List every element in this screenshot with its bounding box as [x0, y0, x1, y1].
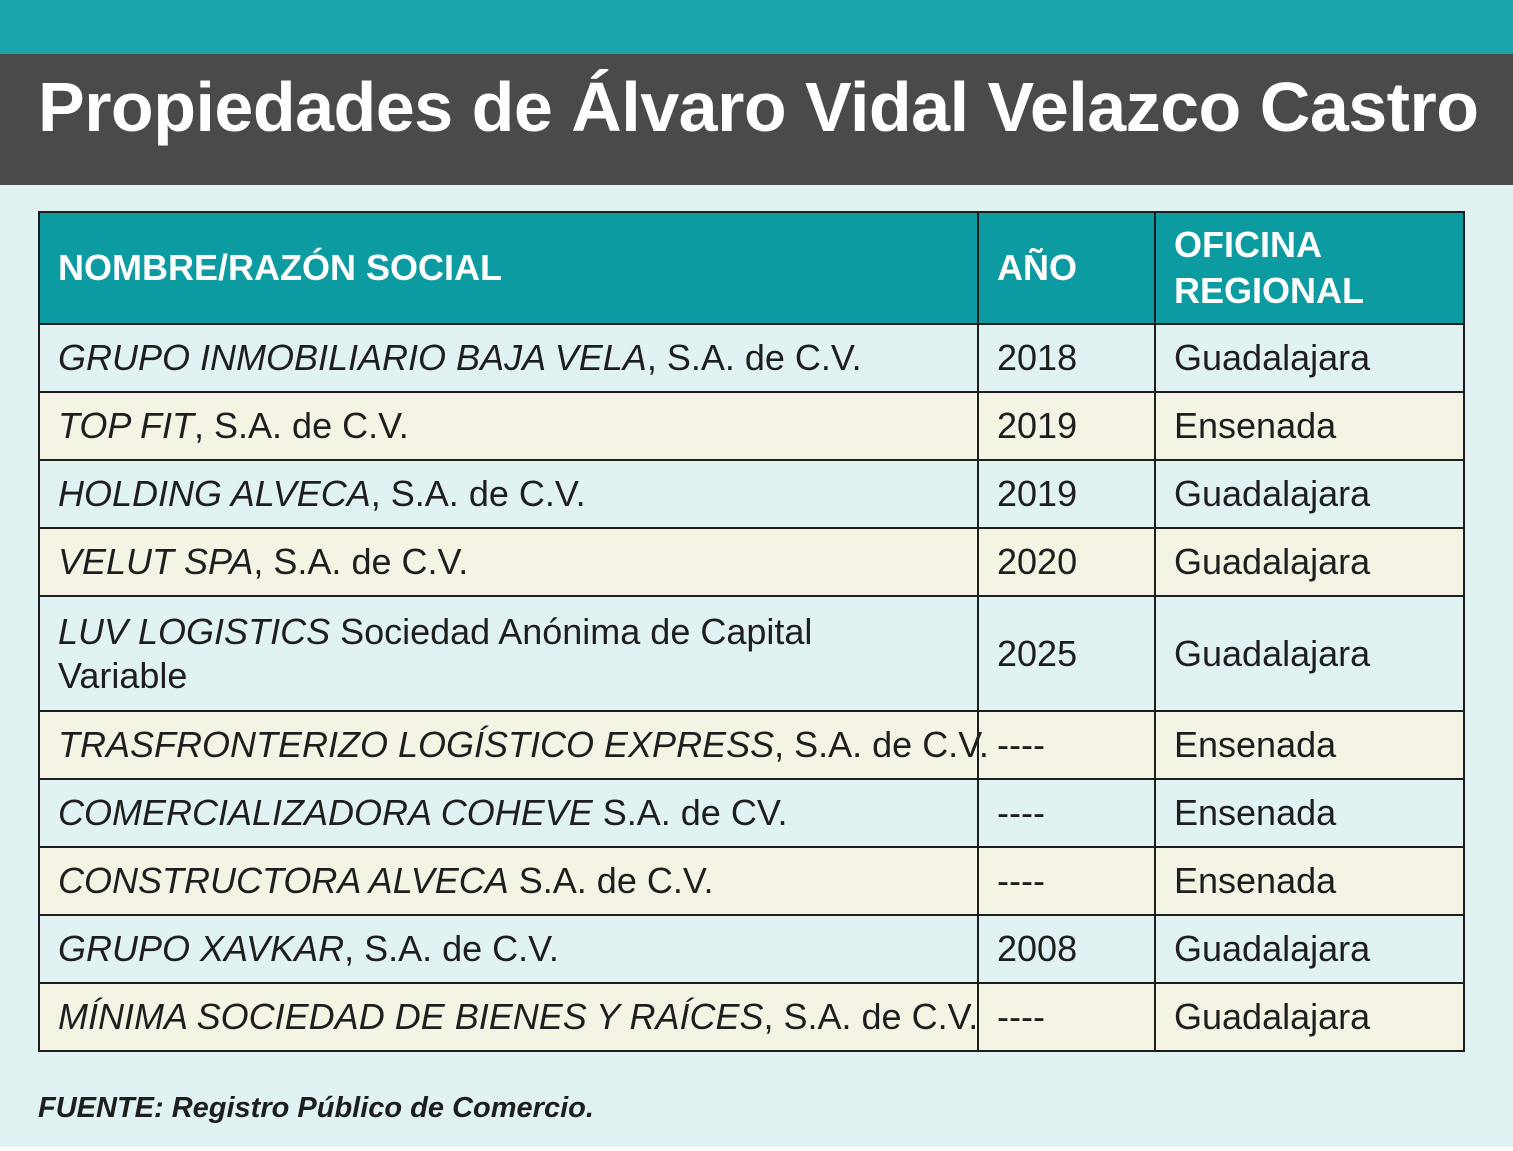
- company-suffix: , S.A. de C.V.: [194, 405, 409, 446]
- table-row: [39, 779, 1464, 847]
- header-office: OFICINA REGIONAL: [1155, 212, 1464, 324]
- table-row: [39, 983, 1464, 1051]
- company-cell: [39, 983, 978, 1051]
- year-cell: 2025: [978, 596, 1155, 711]
- office-cell: Guadalajara: [1155, 324, 1464, 392]
- table-row: [39, 460, 1464, 528]
- company-suffix: , S.A. de C.V.: [774, 724, 989, 765]
- company-suffix: , S.A. de C.V.: [763, 996, 979, 1037]
- company-cell: [39, 779, 978, 847]
- bottom-edge: [0, 1147, 1513, 1151]
- company-suffix: S.A. de C.V.: [508, 860, 714, 901]
- table-row: [39, 915, 1464, 983]
- top-accent-bar: [0, 0, 1513, 54]
- office-cell: Ensenada: [1155, 779, 1464, 847]
- office-cell: Guadalajara: [1155, 460, 1464, 528]
- table-row: [39, 847, 1464, 915]
- company-name: LUV LOGISTICS: [58, 610, 331, 652]
- company-name: CONSTRUCTORA ALVECA: [58, 860, 509, 901]
- office-cell: Ensenada: [1155, 392, 1464, 460]
- header-name: NOMBRE/RAZÓN SOCIAL: [39, 212, 978, 324]
- table-row: [39, 392, 1464, 460]
- properties-table: [38, 211, 1465, 1052]
- table-row: [39, 596, 1464, 711]
- table-row: [39, 711, 1464, 779]
- year-cell: ----: [978, 711, 1155, 779]
- company-cell: [39, 528, 978, 596]
- company-cell: [39, 711, 989, 779]
- company-cell: [39, 596, 978, 711]
- year-cell: ----: [978, 847, 1155, 915]
- year-cell: ----: [978, 779, 1155, 847]
- company-name: HOLDING ALVECA: [58, 473, 371, 514]
- company-suffix: S.A. de CV.: [592, 792, 788, 833]
- year-cell: 2019: [978, 460, 1155, 528]
- year-cell: 2020: [978, 528, 1155, 596]
- company-name: TRASFRONTERIZO LOGÍSTICO EXPRESS: [58, 724, 775, 765]
- company-cell: [39, 324, 978, 392]
- company-suffix: , S.A. de C.V.: [344, 928, 559, 969]
- company-name: COMERCIALIZADORA COHEVE: [58, 792, 593, 833]
- source-note: FUENTE: Registro Público de Comercio.: [38, 1092, 594, 1124]
- company-cell: [39, 392, 978, 460]
- company-name: TOP FIT: [58, 405, 195, 446]
- company-cell: [39, 915, 978, 983]
- office-cell: Guadalajara: [1155, 983, 1464, 1051]
- office-cell: Ensenada: [1155, 711, 1464, 779]
- table-row: [39, 528, 1464, 596]
- company-cell: [39, 460, 978, 528]
- office-cell: Guadalajara: [1155, 528, 1464, 596]
- year-cell: ----: [978, 983, 1155, 1051]
- company-name: VELUT SPA: [58, 541, 254, 582]
- company-cell: [39, 847, 978, 915]
- company-suffix: , S.A. de C.V.: [253, 541, 469, 582]
- title-band: [0, 54, 1513, 185]
- year-cell: 2019: [978, 392, 1155, 460]
- company-suffix: Sociedad Anónima de Capital Variable: [58, 610, 813, 696]
- header-year: AÑO: [978, 212, 1155, 324]
- office-cell: Guadalajara: [1155, 915, 1464, 983]
- company-name: MÍNIMA SOCIEDAD DE BIENES Y RAÍCES: [58, 996, 764, 1037]
- company-suffix: , S.A. de C.V.: [646, 337, 862, 378]
- year-cell: 2018: [978, 324, 1155, 392]
- table-header-row: [39, 212, 1464, 324]
- company-suffix: , S.A. de C.V.: [370, 473, 586, 514]
- office-cell: Guadalajara: [1155, 596, 1464, 711]
- office-cell: Ensenada: [1155, 847, 1464, 915]
- company-name: GRUPO XAVKAR: [58, 928, 345, 969]
- table-row: [39, 324, 1464, 392]
- page-title: Propiedades de Álvaro Vidal Velazco Castro: [38, 68, 1479, 146]
- company-name: GRUPO INMOBILIARIO BAJA VELA: [58, 337, 647, 378]
- year-cell: 2008: [978, 915, 1155, 983]
